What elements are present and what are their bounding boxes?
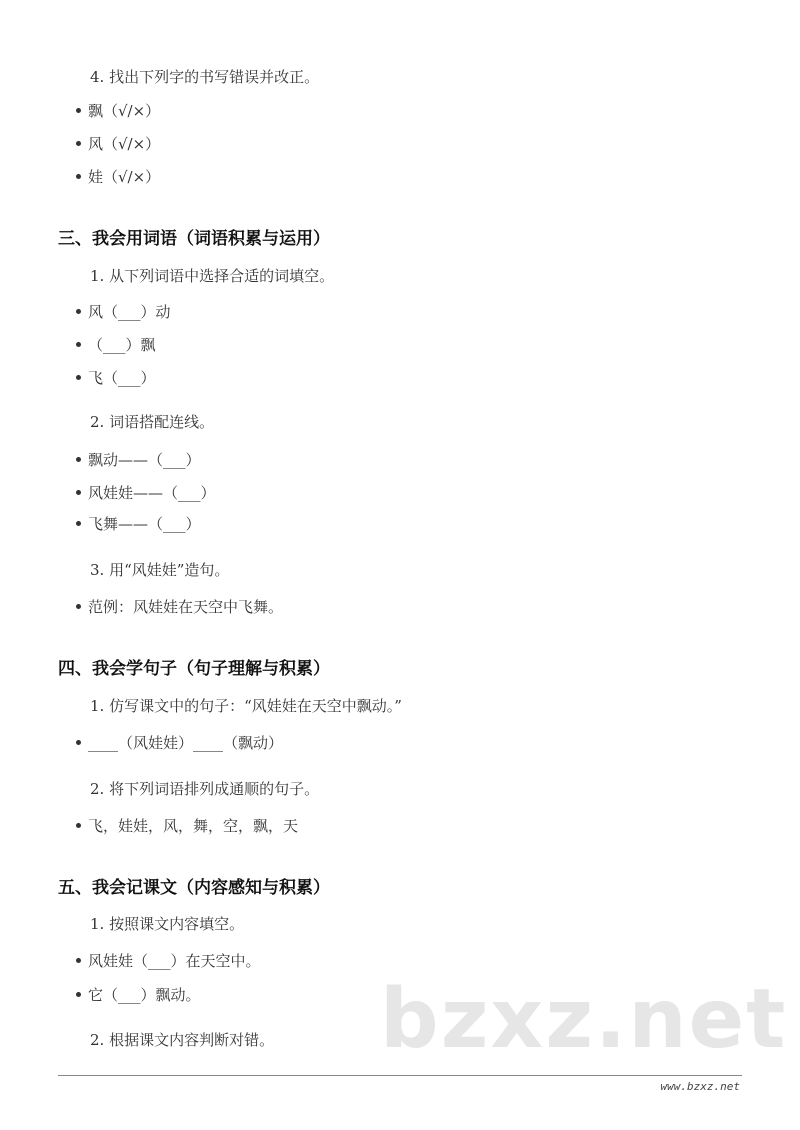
list-item-text: 飞（___）	[88, 369, 156, 387]
bullet-icon	[76, 108, 81, 113]
list-item-text: 飞，娃娃，风，舞，空，飘，天	[88, 817, 299, 835]
list-item-text: 娃（√/×）	[88, 168, 161, 186]
section-heading: 三、我会用词语（词语积累与运用）	[58, 229, 330, 249]
bullet-icon	[76, 457, 81, 462]
list-item-text: 飞舞——（___）	[88, 515, 201, 533]
bullet-icon	[76, 309, 81, 314]
list-item-text: 飘动——（___）	[88, 451, 201, 469]
bullet-icon	[76, 141, 81, 146]
bullet-icon	[76, 342, 81, 347]
list-item-text: 飘（√/×）	[88, 102, 161, 120]
list-item-text: 范例：风娃娃在天空中飞舞。	[88, 598, 284, 616]
bullet-icon	[76, 521, 81, 526]
list-item	[76, 950, 261, 971]
footer-divider	[58, 1075, 742, 1076]
section-heading: 五、我会记课文（内容感知与积累）	[58, 878, 330, 898]
bullet-icon	[76, 958, 81, 963]
question-text: 1. 从下列词语中选择合适的词填空。	[90, 267, 335, 285]
list-item	[76, 815, 298, 836]
list-item	[76, 133, 160, 154]
list-item	[76, 367, 156, 388]
list-item-text: 风娃娃——（___）	[88, 484, 216, 502]
section-heading: 四、我会学句子（句子理解与积累）	[58, 659, 330, 679]
bullet-icon	[76, 604, 81, 609]
list-item-text: （___）飘	[88, 336, 156, 354]
watermark: bzxz.net	[380, 972, 788, 1067]
list-item	[76, 334, 156, 355]
list-item-text: 风（√/×）	[88, 135, 161, 153]
question-text: 2. 词语搭配连线。	[90, 413, 215, 431]
list-item-text: 风（___）动	[88, 303, 171, 321]
bullet-icon	[76, 490, 81, 495]
list-item	[76, 166, 160, 187]
question-text: 3. 用“风娃娃”造句。	[90, 561, 230, 579]
list-item-text: 风娃娃（___）在天空中。	[88, 952, 261, 970]
bullet-icon	[76, 823, 81, 828]
list-item-text: ____（风娃娃）____（飘动）	[88, 734, 284, 752]
bullet-icon	[76, 992, 81, 997]
bullet-icon	[76, 174, 81, 179]
question-text: 2. 将下列词语排列成通顺的句子。	[90, 780, 320, 798]
list-item	[76, 449, 201, 470]
bullet-icon	[76, 740, 81, 745]
question-text: 2. 根据课文内容判断对错。	[90, 1031, 275, 1049]
list-item	[76, 513, 201, 534]
footer-url: www.bzxz.net	[660, 1080, 740, 1093]
list-item	[76, 301, 171, 322]
list-item	[76, 482, 216, 503]
list-item-text: 它（___）飘动。	[88, 986, 201, 1004]
list-item	[76, 732, 283, 753]
bullet-icon	[76, 375, 81, 380]
question-text: 4. 找出下列字的书写错误并改正。	[90, 68, 320, 86]
question-text: 1. 仿写课文中的句子：“风娃娃在天空中飘动。”	[90, 697, 402, 715]
list-item	[76, 984, 201, 1005]
list-item	[76, 596, 283, 617]
list-item	[76, 100, 160, 121]
question-text: 1. 按照课文内容填空。	[90, 915, 245, 933]
